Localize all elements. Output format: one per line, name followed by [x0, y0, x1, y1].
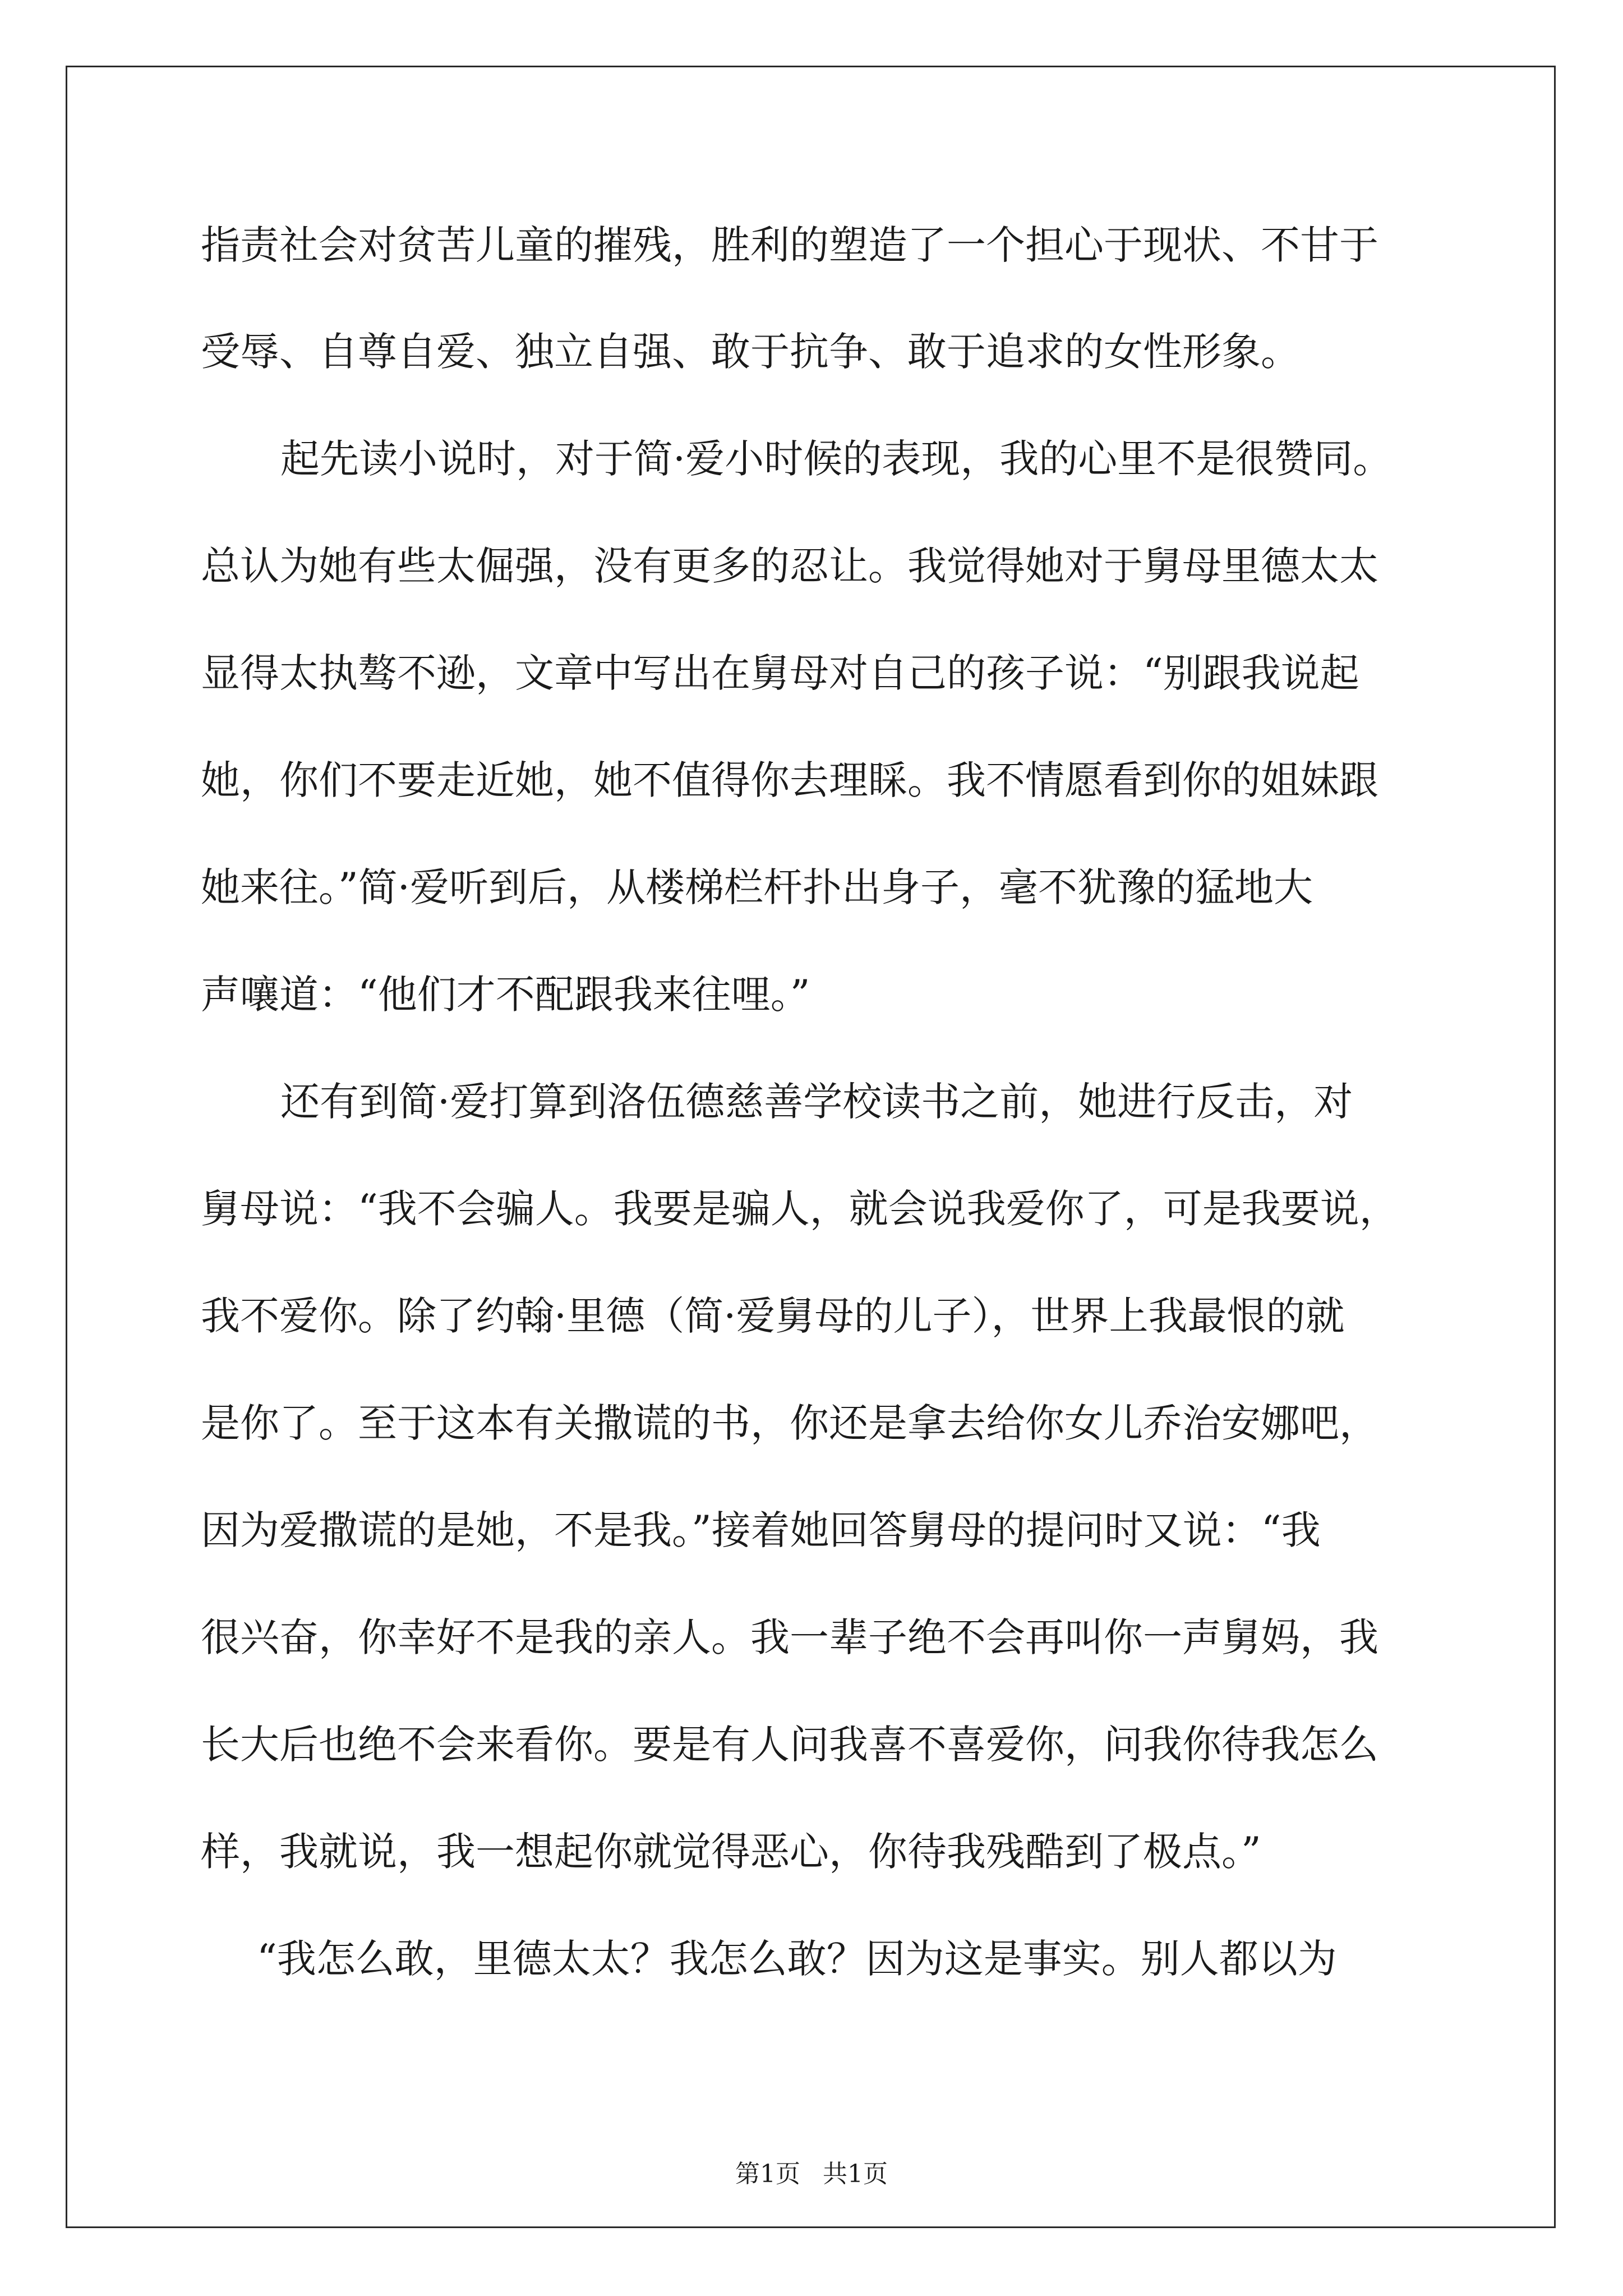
- text-line: 还有到简·爱打算到洛伍德慈善学校读书之前，她进行反击，对: [280, 1079, 1353, 1125]
- page-border: [66, 66, 1556, 2228]
- text-line: “我怎么敢，里德太太？我怎么敢？因为这是事实。别人都以为: [257, 1936, 1337, 1982]
- text-line: 长大后也绝不会来看你。要是有人问我喜不喜爱你，问我你待我怎么: [201, 1722, 1378, 1768]
- page-footer: [0, 2160, 1623, 2189]
- text-line: 指责社会对贫苦儿童的摧残，胜利的塑造了一个担心于现状、不甘于: [201, 222, 1378, 268]
- page-total: 共1页: [823, 2160, 888, 2188]
- text-line: 样，我就说，我一想起你就觉得恶心，你待我残酷到了极点。”: [201, 1829, 1261, 1875]
- text-line: 受辱、自尊自爱、独立自强、敢于抗争、敢于追求的女性形象。: [201, 329, 1300, 375]
- text-line: 她，你们不要走近她，她不值得你去理睬。我不情愿看到你的姐妹跟: [201, 757, 1378, 803]
- text-line: 我不爱你。除了约翰·里德（简·爱舅母的儿子），世界上我最恨的就: [201, 1293, 1345, 1339]
- text-line: 总认为她有些太倔强，没有更多的忍让。我觉得她对于舅母里德太太: [201, 543, 1378, 589]
- text-line: 因为爱撒谎的是她，不是我。”接着她回答舅母的提问时又说：“我: [201, 1507, 1321, 1553]
- text-line: 很兴奋，你幸好不是我的亲人。我一辈子绝不会再叫你一声舅妈，我: [201, 1614, 1378, 1660]
- text-line: 起先读小说时，对于简·爱小时候的表现，我的心里不是很赞同。: [280, 436, 1393, 482]
- text-line: 显得太执骜不逊，文章中写出在舅母对自己的孩子说：“别跟我说起: [201, 650, 1359, 696]
- text-line: 是你了。至于这本有关撒谎的书，你还是拿去给你女儿乔治安娜吧，: [201, 1400, 1378, 1446]
- text-line: 舅母说：“我不会骗人。我要是骗人，就会说我爱你了，可是我要说，: [201, 1186, 1399, 1232]
- text-line: 声嚷道：“他们才不配跟我来往哩。”: [201, 972, 810, 1018]
- page-number: 第1页: [735, 2160, 800, 2188]
- text-line: 她来往。”简·爱听到后，从楼梯栏杆扑出身子，毫不犹豫的猛地大: [201, 864, 1313, 910]
